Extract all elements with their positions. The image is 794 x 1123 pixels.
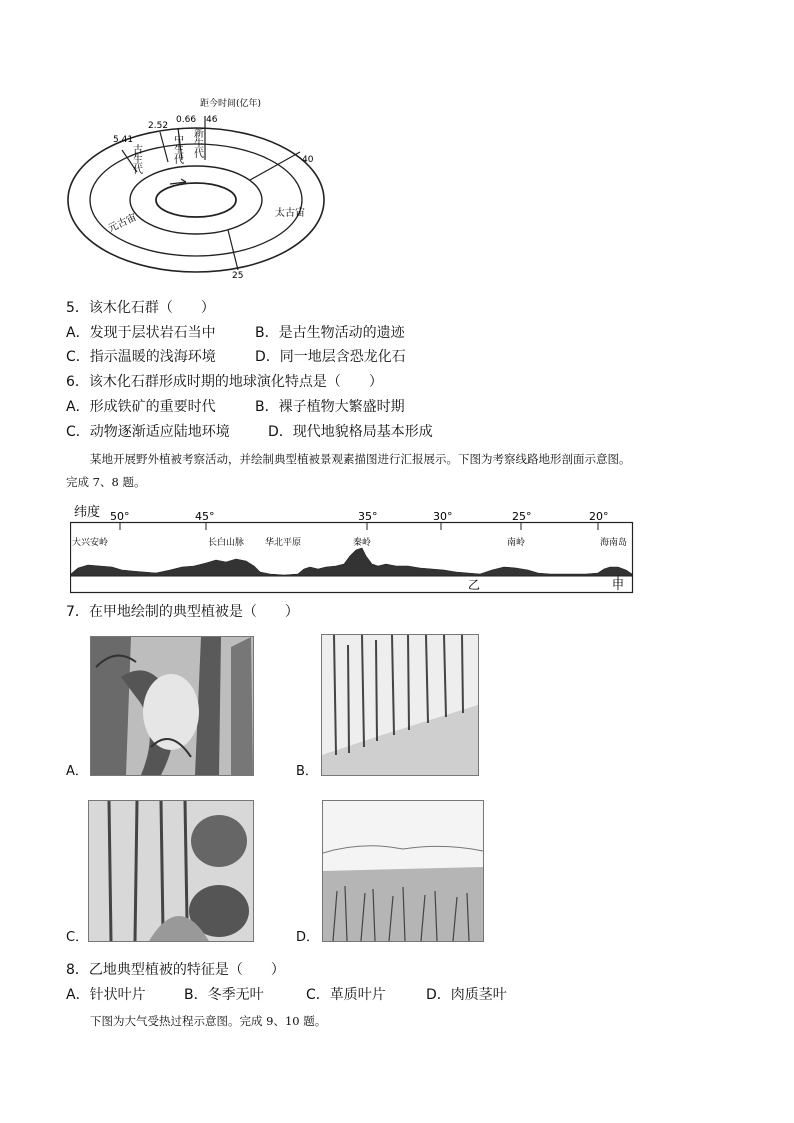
q5-stem: 5．该木化石群（ ） bbox=[66, 300, 215, 316]
label-252: 2.52 bbox=[148, 121, 169, 131]
q8-option-b[interactable]: B．冬季无叶 bbox=[184, 987, 264, 1003]
tick-50: 50° bbox=[110, 510, 130, 523]
q7-option-a-label[interactable]: A． bbox=[66, 764, 88, 779]
place-huabei-plain: 华北平原 bbox=[265, 538, 302, 548]
q6-option-b[interactable]: B．裸子植物大繁盛时期 bbox=[255, 399, 405, 415]
broadleaf-forest-sketch-icon bbox=[89, 801, 253, 941]
intro-7-8-line2: 完成 7、8 题。 bbox=[66, 475, 146, 489]
place-nanling: 南岭 bbox=[507, 538, 526, 548]
q7-option-b-label[interactable]: B． bbox=[296, 764, 318, 779]
label-40: 40 bbox=[302, 155, 314, 165]
eon-archean: 太古宙 bbox=[275, 208, 305, 219]
label-066: 0.66 bbox=[176, 115, 197, 125]
q5-option-d[interactable]: D．同一地层含恐龙化石 bbox=[255, 349, 406, 365]
q8-option-a[interactable]: A．针状叶片 bbox=[66, 987, 146, 1003]
q8-option-d[interactable]: D．肉质茎叶 bbox=[426, 987, 507, 1003]
q7-option-d-label[interactable]: D． bbox=[296, 930, 320, 945]
label-46: 46 bbox=[206, 115, 218, 125]
tick-30: 30° bbox=[433, 510, 453, 523]
q6-option-d[interactable]: D．现代地貌格局基本形成 bbox=[268, 424, 433, 440]
q7-option-c-label[interactable]: C． bbox=[66, 930, 89, 945]
era-cenozoic: 新生代 bbox=[191, 128, 203, 158]
q6-option-a[interactable]: A．形成铁矿的重要时代 bbox=[66, 399, 216, 415]
place-daxinganling: 大兴安岭 bbox=[72, 538, 109, 548]
point-yi: 乙 bbox=[468, 578, 481, 592]
grassland-sketch-icon bbox=[323, 801, 483, 941]
q8-option-c[interactable]: C．革质叶片 bbox=[306, 987, 386, 1003]
q5-option-c[interactable]: C．指示温暖的浅海环境 bbox=[66, 349, 216, 365]
q6-stem: 6．该木化石群形成时期的地球演化特点是（ ） bbox=[66, 374, 383, 390]
coniferous-forest-sketch-icon bbox=[322, 635, 478, 775]
geologic-time-diagram bbox=[60, 92, 350, 282]
label-25: 25 bbox=[232, 271, 244, 281]
time-axis-header: 距今时间(亿年) bbox=[200, 99, 262, 109]
label-541: 5.41 bbox=[113, 135, 134, 145]
place-qinling: 秦岭 bbox=[353, 538, 372, 548]
era-mesozoic: 中生代 bbox=[171, 134, 183, 164]
rainforest-sketch-icon bbox=[91, 637, 253, 775]
place-changbaishan: 长白山脉 bbox=[208, 538, 245, 548]
q5-option-a[interactable]: A．发现于层状岩石当中 bbox=[66, 325, 216, 341]
point-jia: 甲 bbox=[612, 578, 625, 592]
tick-25: 25° bbox=[512, 510, 532, 523]
place-hainan: 海南岛 bbox=[600, 538, 628, 548]
q7-stem: 7．在甲地绘制的典型植被是（ ） bbox=[66, 604, 299, 620]
tick-45: 45° bbox=[195, 510, 215, 523]
latitude-label: 纬度 bbox=[74, 505, 101, 520]
q7-option-c-image[interactable] bbox=[88, 800, 254, 942]
intro-9-10: 下图为大气受热过程示意图。完成 9、10 题。 bbox=[90, 1014, 327, 1028]
q5-option-b[interactable]: B．是古生物活动的遗迹 bbox=[255, 325, 405, 341]
intro-7-8-line1: 某地开展野外植被考察活动，并绘制典型植被景观素描图进行汇报展示。下图为考察线路地形剖面示意图。 bbox=[90, 452, 631, 466]
q7-option-d-image[interactable] bbox=[322, 800, 484, 942]
q7-option-a-image[interactable] bbox=[90, 636, 254, 776]
tick-20: 20° bbox=[589, 510, 609, 523]
q6-option-c[interactable]: C．动物逐渐适应陆地环境 bbox=[66, 424, 230, 440]
q7-option-b-image[interactable] bbox=[321, 634, 479, 776]
tick-35: 35° bbox=[358, 510, 378, 523]
eon-proterozoic: 元古宙 bbox=[106, 212, 139, 235]
era-paleozoic: 古生代 bbox=[130, 144, 142, 174]
terrain-profile bbox=[70, 504, 634, 594]
q8-stem: 8．乙地典型植被的特征是（ ） bbox=[66, 962, 285, 978]
